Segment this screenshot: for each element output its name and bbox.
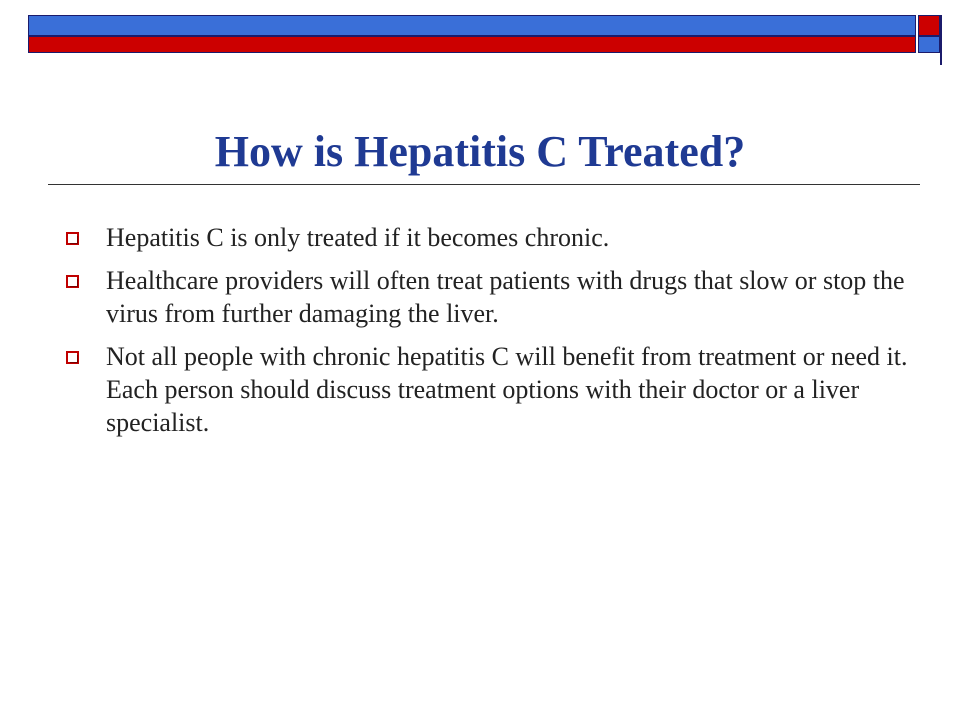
hollow-square-bullet-icon (66, 351, 79, 364)
bullet-list (64, 221, 924, 449)
vertical-accent-line (940, 15, 942, 65)
title-underline (48, 184, 920, 185)
blue-square (918, 36, 940, 53)
slide-title: How is Hepatitis C Treated? (214, 127, 746, 176)
hollow-square-bullet-icon (66, 232, 79, 245)
bullet-item (64, 264, 924, 330)
bullet-text: Hepatitis C is only treated if it becomes chronic. (106, 223, 610, 252)
top-decorative-band (28, 15, 942, 58)
bullet-item (64, 221, 924, 254)
bullet-item (64, 340, 924, 439)
bullet-text: Healthcare providers will often treat patients with drugs that slow or stop the virus from further damaging the liver. (106, 266, 905, 328)
hollow-square-bullet-icon (66, 275, 79, 288)
red-band (28, 36, 916, 53)
blue-band (28, 15, 916, 36)
bullet-text: Not all people with chronic hepatitis C will benefit from treatment or need it. Each person should discuss treatment options with their doctor or a liver specialist. (106, 342, 908, 437)
red-square (918, 15, 940, 36)
